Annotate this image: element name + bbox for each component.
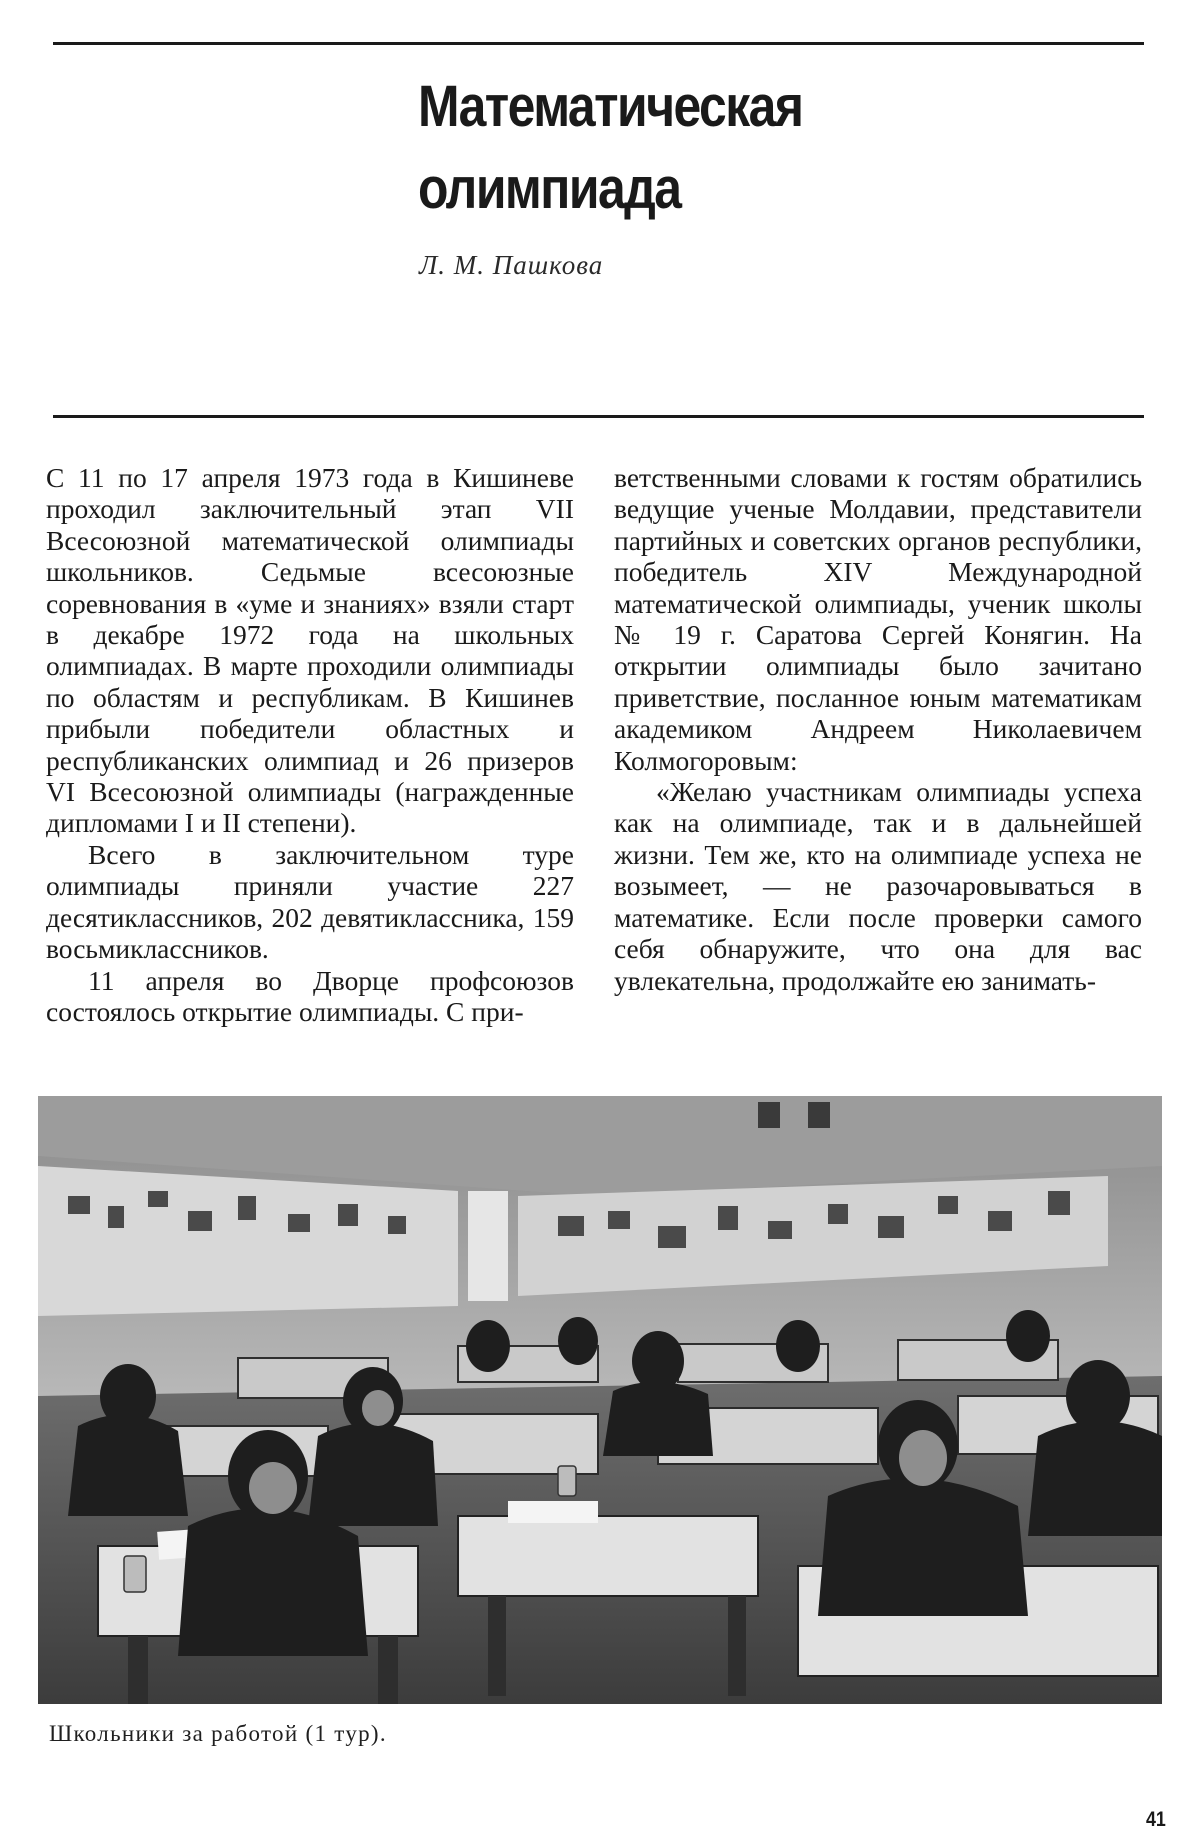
paragraph-2: Всего в заключительном туре олимпиады приняли участие 227 десятиклассников, 202 девятиклассника, 159 восьмиклассников. xyxy=(46,838,574,965)
paragraph-4: ветственными словами к гостям обратились ведущие ученые Молдавии, представители партийных и советских органов республики, победитель XIV Международной математической олимпиады, ученик школы № 19 г. Саратова Сергей Конягин. На открытии олимпиады было зачитано приветствие, посланное юным математикам академиком Андреем Николаевичем Колмогоровым: xyxy=(614,462,1142,776)
page-number: 41 xyxy=(1146,1808,1166,1831)
photo-caption: Школьники за работой (1 тур). xyxy=(49,1721,387,1746)
title-line-2: олимпиада xyxy=(418,156,681,221)
title-line-1: Математическая xyxy=(418,74,803,139)
top-rule xyxy=(53,42,1144,45)
text-column-left xyxy=(46,462,574,1027)
author-byline: Л. М. Пашкова xyxy=(419,250,604,280)
classroom-photo-illustration xyxy=(38,1096,1162,1704)
paragraph-5-quote: «Желаю участникам олимпиады успеха как на олимпиаде, так и в дальнейшей жизни. Тем же, кто на олимпиаде успеха не возымеет, — не разочаровываться в математике. Если после проверки самого себя обнаружите, что она для вас увлекательна, продолжайте ею занимать- xyxy=(614,776,1142,996)
paragraph-1: С 11 по 17 апреля 1973 года в Кишиневе проходил заключительный этап VII Всесоюзной математической олимпиады школьников. Седьмые всесоюзные соревнования в «уме и знаниях» взяли старт в декабре 1972 года на школьных олимпиадах. В марте проходили олимпиады по областям и республикам. В Кишинев прибыли победители областных и республиканских олимпиад и 26 призеров VI Всесоюзной олимпиады (награжденные дипломами I и II степени). xyxy=(46,462,574,839)
classroom-photo xyxy=(38,1096,1162,1704)
title-bottom-rule xyxy=(53,415,1144,418)
paragraph-3: 11 апреля во Дворце профсоюзов состоялось открытие олимпиады. С при- xyxy=(46,964,574,1027)
text-column-right xyxy=(614,462,1142,996)
article-title xyxy=(418,66,900,230)
